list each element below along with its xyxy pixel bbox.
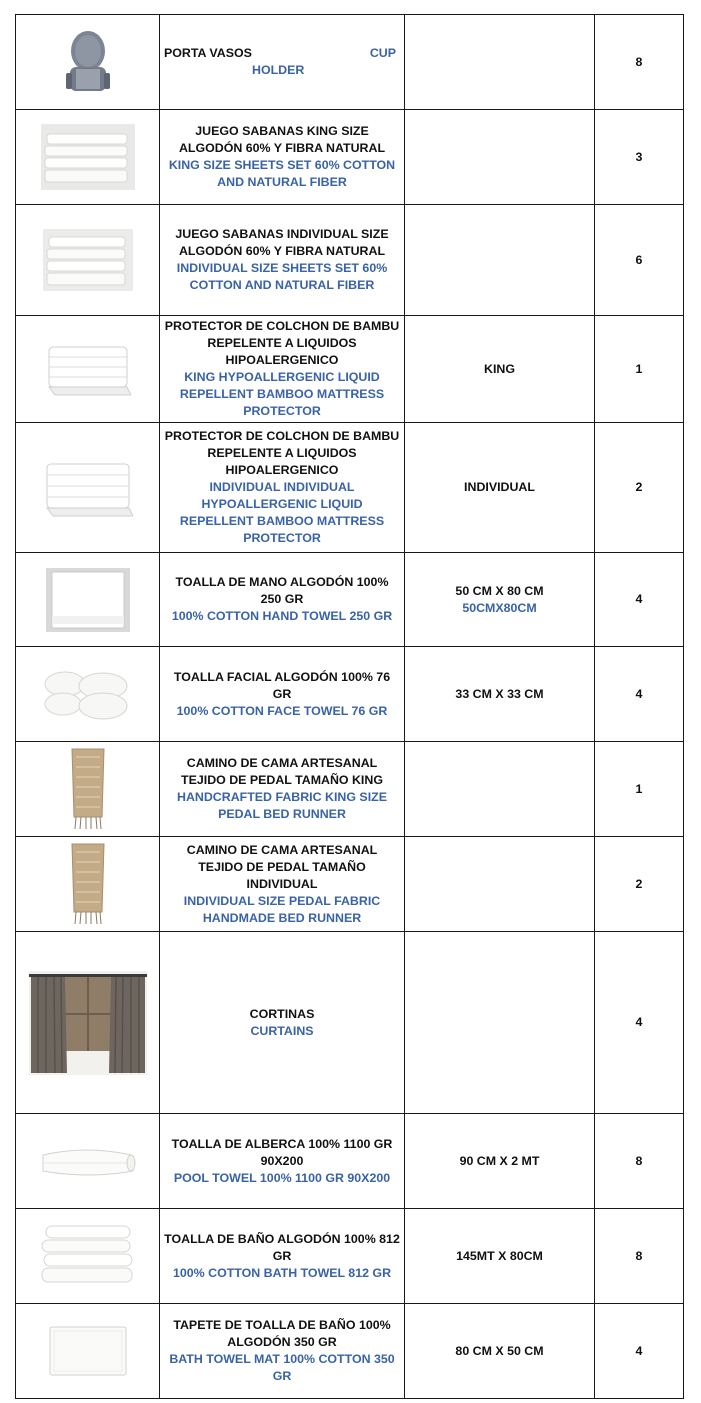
table-row xyxy=(16,553,684,647)
description-en-part1: CUP xyxy=(369,46,396,60)
product-image-cell xyxy=(16,553,160,647)
description-en: POOL TOWEL 100% 1100 GR 90X200 xyxy=(173,1170,391,1185)
description-es: CAMINO DE CAMA ARTESANAL TEJIDO DE PEDAL TAMAÑO KING xyxy=(181,756,383,787)
description-en: HANDCRAFTED FABRIC KING SIZE PEDAL BED RUNNER xyxy=(177,790,387,821)
size-cell xyxy=(405,15,595,110)
description-es: CORTINAS xyxy=(249,1006,315,1021)
product-image-cell xyxy=(16,15,160,110)
description-cell xyxy=(160,932,405,1114)
bath-towel-image xyxy=(38,1222,138,1290)
description-en: 100% COTTON FACE TOWEL 76 GR xyxy=(176,703,388,718)
table-row xyxy=(16,423,684,553)
description-cell xyxy=(160,837,405,932)
quantity-cell: 4 xyxy=(595,932,684,1114)
description-cell xyxy=(160,1209,405,1304)
product-image-cell xyxy=(16,423,160,553)
size-en: 50CMX80CM xyxy=(462,600,537,615)
description-cell xyxy=(160,553,405,647)
bath-mat-image xyxy=(48,1323,128,1379)
description-en: CURTAINS xyxy=(250,1023,314,1038)
product-image-cell xyxy=(16,316,160,423)
size-es: 33 CM X 33 CM xyxy=(455,686,544,701)
quantity-cell: 8 xyxy=(595,15,684,110)
size-cell xyxy=(405,1304,595,1399)
description-cell xyxy=(160,742,405,837)
pool-towel-image xyxy=(39,1141,137,1181)
product-image-cell xyxy=(16,932,160,1114)
size-cell xyxy=(405,110,595,205)
size-cell xyxy=(405,932,595,1114)
table-row xyxy=(16,1209,684,1304)
size-cell xyxy=(405,1209,595,1304)
description-cell xyxy=(160,423,405,553)
hand-towel-image xyxy=(46,568,130,632)
description-es: TOALLA DE MANO ALGODÓN 100% 250 GR xyxy=(175,575,389,606)
sheets-image xyxy=(41,124,135,190)
description-es: TOALLA DE BAÑO ALGODÓN 100% 812 GR xyxy=(164,1231,400,1263)
product-image-cell xyxy=(16,647,160,742)
product-image-cell xyxy=(16,110,160,205)
description-en: 100% COTTON BATH TOWEL 812 GR xyxy=(172,1265,392,1280)
face-towel-image xyxy=(41,664,135,724)
description-en-part2: HOLDER xyxy=(252,63,305,77)
size-es: INDIVIDUAL xyxy=(464,480,535,494)
size-es: 80 CM X 50 CM xyxy=(455,1343,544,1358)
description-en: KING HYPOALLERGENIC LIQUID REPELLENT BAMBOO MATTRESS PROTECTOR xyxy=(179,370,385,418)
description-es: CAMINO DE CAMA ARTESANAL TEJIDO DE PEDAL TAMAÑO INDIVIDUAL xyxy=(186,842,378,891)
table-row xyxy=(16,1304,684,1399)
description-cell xyxy=(160,316,405,423)
description-en: INDIVIDUAL SIZE SHEETS SET 60% COTTON AND NATURAL FIBER xyxy=(176,261,388,292)
table-row xyxy=(16,1114,684,1209)
product-image-cell xyxy=(16,1304,160,1399)
table-row xyxy=(16,15,684,110)
size-es: 90 CM X 2 MT xyxy=(459,1153,540,1168)
mattress-protector-image xyxy=(45,341,131,397)
description-cell xyxy=(160,205,405,316)
size-cell xyxy=(405,742,595,837)
table-row xyxy=(16,647,684,742)
table-row xyxy=(16,316,684,423)
description-en: 100% COTTON HAND TOWEL 250 GR xyxy=(171,609,393,623)
size-es: 50 CM X 80 CM xyxy=(455,583,544,598)
curtains-image xyxy=(29,971,147,1075)
quantity-cell: 8 xyxy=(595,1114,684,1209)
size-cell xyxy=(405,423,595,553)
quantity-cell: 1 xyxy=(595,742,684,837)
quantity-cell: 1 xyxy=(595,316,684,423)
description-es: TAPETE DE TOALLA DE BAÑO 100% ALGODÓN 350 GR xyxy=(173,1318,391,1349)
quantity-cell: 3 xyxy=(595,110,684,205)
product-image-cell xyxy=(16,742,160,837)
size-cell xyxy=(405,205,595,316)
description-es: PROTECTOR DE COLCHON DE BAMBU REPELENTE A LIQUIDOS HIPOALERGENICO xyxy=(164,429,400,477)
quantity-cell: 6 xyxy=(595,205,684,316)
quantity-cell: 2 xyxy=(595,423,684,553)
inventory-table xyxy=(15,14,684,1399)
size-cell xyxy=(405,316,595,423)
description-es: JUEGO SABANAS KING SIZE ALGODÓN 60% Y FIBRA NATURAL xyxy=(178,124,386,155)
description-cell xyxy=(160,15,405,110)
product-image-cell xyxy=(16,205,160,316)
quantity-cell: 2 xyxy=(595,837,684,932)
description-cell xyxy=(160,647,405,742)
description-es: PORTA VASOS xyxy=(164,46,252,60)
size-cell xyxy=(405,1114,595,1209)
description-es: TOALLA DE ALBERCA 100% 1100 GR 90X200 xyxy=(171,1136,393,1168)
description-cell xyxy=(160,110,405,205)
product-image-cell xyxy=(16,1114,160,1209)
table-row xyxy=(16,205,684,316)
cup-holder-image xyxy=(58,29,118,95)
description-en: INDIVIDUAL SIZE PEDAL FABRIC HANDMADE BED RUNNER xyxy=(183,893,381,925)
table-row xyxy=(16,110,684,205)
product-image-cell xyxy=(16,837,160,932)
size-es: KING xyxy=(484,361,515,376)
quantity-cell: 4 xyxy=(595,1304,684,1399)
table-row xyxy=(16,742,684,837)
size-cell xyxy=(405,837,595,932)
quantity-cell: 4 xyxy=(595,553,684,647)
table-row xyxy=(16,932,684,1114)
description-en: BATH TOWEL MAT 100% COTTON 350 GR xyxy=(169,1352,395,1383)
size-es: 145MT X 80CM xyxy=(456,1248,543,1263)
bed-runner-image xyxy=(66,842,110,926)
size-cell xyxy=(405,647,595,742)
description-en: INDIVIDUAL INDIVIDUAL HYPOALLERGENIC LIQUID REPELLENT BAMBOO MATTRESS PROTECTOR xyxy=(179,480,385,545)
quantity-cell: 8 xyxy=(595,1209,684,1304)
quantity-cell: 4 xyxy=(595,647,684,742)
description-cell xyxy=(160,1304,405,1399)
description-en: KING SIZE SHEETS SET 60% COTTON AND NATURAL FIBER xyxy=(168,158,396,189)
size-cell xyxy=(405,553,595,647)
bed-runner-image xyxy=(66,747,110,831)
description-es: PROTECTOR DE COLCHON DE BAMBU REPELENTE A LIQUIDOS HIPOALERGENICO xyxy=(164,319,400,367)
description-es: JUEGO SABANAS INDIVIDUAL SIZE ALGODÓN 60% Y FIBRA NATURAL xyxy=(175,227,389,258)
product-image-cell xyxy=(16,1209,160,1304)
description-es: TOALLA FACIAL ALGODÓN 100% 76 GR xyxy=(173,669,391,701)
mattress-protector-image xyxy=(43,458,133,518)
table-row xyxy=(16,837,684,932)
description-cell xyxy=(160,1114,405,1209)
sheets-image xyxy=(43,229,133,291)
